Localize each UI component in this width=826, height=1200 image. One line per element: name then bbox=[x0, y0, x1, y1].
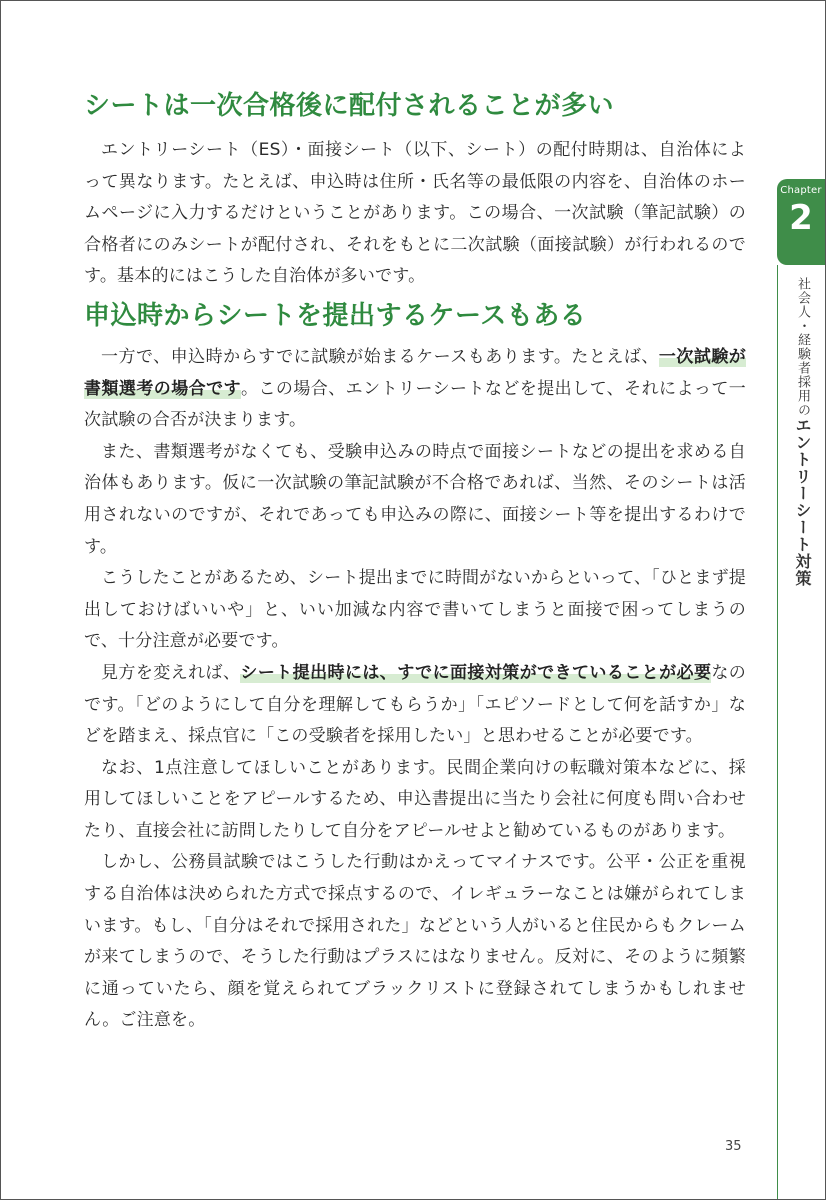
side-running-title bbox=[787, 277, 817, 587]
section2-p1-highlight: 一次試験が書類選考の場合です bbox=[84, 346, 747, 399]
section2-p4-text-a: 見方を変えれば、 bbox=[101, 662, 241, 683]
section1-paragraph-1: エントリーシート（ES）・面接シート（以下、シート）の配付時期は、自治体によって異なります。たとえば、申込時は住所・氏名等の最低限の内容を、自治体のホームページに入力するだけということがあります。この場合、一次試験（筆記試験）の合格者にのみシートが配付され、それをもとに二次試験（面接試験）が行われるのです。基本的にはこうした自治体が多いです。 bbox=[84, 140, 746, 287]
section2-p4-text-b: なのです。「どのようにして自分を理解してもらうか」「エピソードとして何を話すか」などを踏まえ、採点官に「この受験者を採用したい」と思わせることが必要です。 bbox=[84, 662, 746, 747]
section1-heading: シートは一次合格後に配付されることが多い bbox=[84, 91, 615, 121]
section2-paragraph-2: また、書類選考がなくても、受験申込みの時点で面接シートなどの提出を求める自治体もあります。仮に一次試験の筆記試験が不合格であれば、当然、そのシートは活用されないのですが、それであっても申込みの際に、面接シート等を提出するわけです。 bbox=[84, 441, 746, 557]
chapter-label: Chapter bbox=[780, 185, 822, 196]
section2-paragraph-1 bbox=[84, 342, 746, 437]
section2-p1-text-b: 。この場合、エントリーシートなどを提出して、それによって一次試験の合否が決まります。 bbox=[84, 378, 746, 431]
main-content bbox=[84, 87, 746, 1037]
page-number: 35 bbox=[725, 1139, 742, 1154]
section2-heading: 申込時からシートを提出するケースもある bbox=[84, 300, 587, 331]
chapter-tab bbox=[777, 179, 825, 265]
section2-paragraph-6: しかし、公務員試験ではこうした行動はかえってマイナスです。公平・公正を重視する自治体は決められた方式で採点するので、イレギュラーなことは嫌がられてしまいます。もし、「自分はそれで採用された」などという人がいると住民からもクレームが来てしまうので、そうした行動はプラスにはなりません。反対に、そのように頻繁に通っていたら、顔を覚えられてブラックリストに登録されてしまうかもしれません。ご注意を。 bbox=[84, 852, 746, 1031]
section2-paragraph-3: こうしたことがあるため、シート提出までに時間がないからといって、「ひとまず提出しておけばいいや」と、いい加減な内容で書いてしまうと面接で困ってしまうので、十分注意が必要です。 bbox=[84, 568, 746, 652]
section2-p1-text-a: 一方で、申込時からすでに試験が始まるケースもあります。たとえば、 bbox=[101, 346, 659, 367]
side-title-main: エントリーシート対策 bbox=[793, 417, 812, 587]
section2-p4-highlight: シート提出時には、すでに面接対策ができていることが必要 bbox=[240, 662, 712, 683]
chapter-number: 2 bbox=[789, 198, 813, 238]
side-title-prefix: 社会人・経験者採用の bbox=[795, 277, 810, 417]
side-divider-line bbox=[777, 265, 779, 1199]
section2-paragraph-4 bbox=[84, 658, 746, 753]
section2-paragraph-5: なお、1点注意してほしいことがあります。民間企業向けの転職対策本などに、採用してほしいことをアピールするため、申込書提出に当たり会社に何度も問い合わせたり、直接会社に訪問したりして自分をアピールせよと勧めているものがあります。 bbox=[84, 757, 746, 841]
